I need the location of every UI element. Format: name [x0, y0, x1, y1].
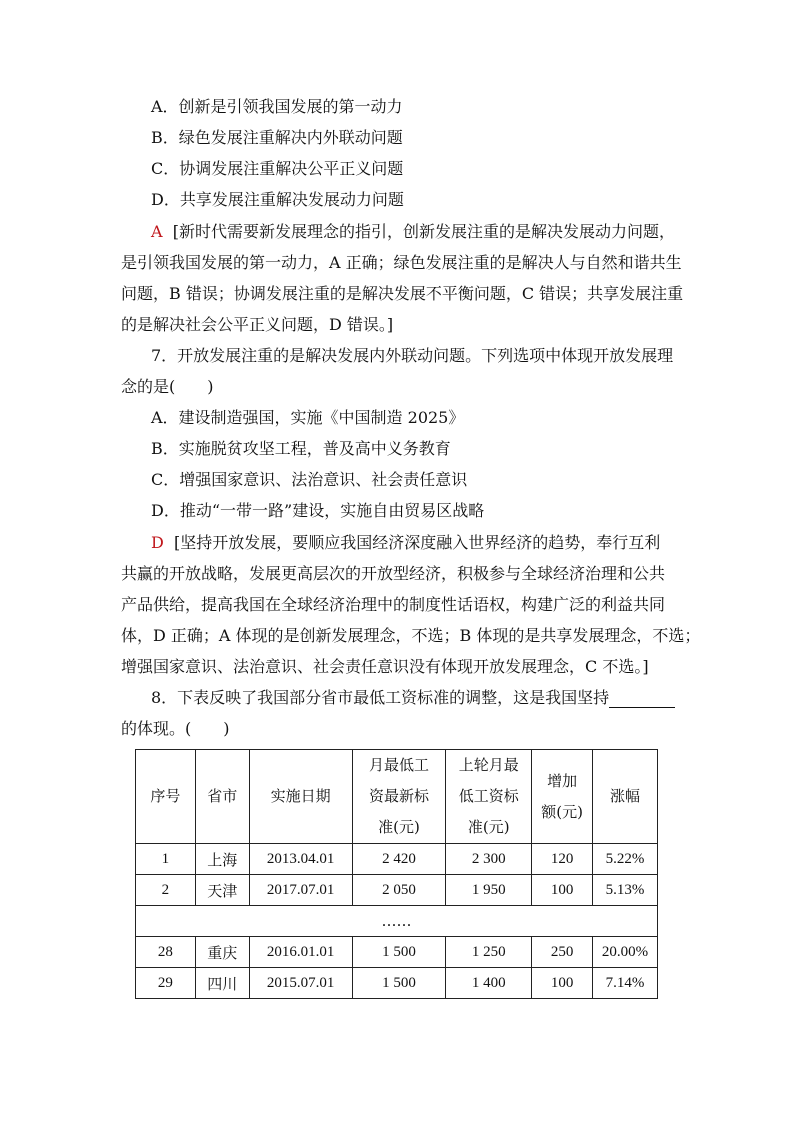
q7-stem-line-1: 7．开放发展注重的是解决发展内外联动问题。下列选项中体现开放发展理 [151, 346, 674, 365]
cell-index: 29 [136, 968, 196, 999]
q7-option-c: C．增强国家意识、法治意识、社会责任意识 [151, 470, 468, 489]
table-header-row [136, 750, 658, 844]
cell-province: 四川 [195, 968, 249, 999]
header-province [195, 750, 249, 844]
header-line: 准(元) [378, 818, 420, 836]
cell-increase: 100 [532, 968, 593, 999]
header-line: 省市 [207, 787, 238, 805]
header-line: 上轮月最 [458, 756, 519, 774]
q7-stem-line-2: 念的是( ) [121, 377, 214, 396]
header-growth [593, 750, 658, 844]
cell-province: 上海 [195, 844, 249, 875]
q6-explanation-1: [新时代需要新发展理念的指引，创新发展注重的是解决发展动力问题， [172, 222, 675, 241]
cell-growth: 20.00% [593, 937, 658, 968]
cell-growth: 7.14% [593, 968, 658, 999]
header-increase [532, 750, 593, 844]
q8-stem-line-1 [151, 688, 675, 708]
q8-stem-line-2: 的体现。( ) [121, 719, 230, 738]
cell-index: 28 [136, 937, 196, 968]
cell-growth: 5.22% [593, 844, 658, 875]
q6-option-c: C．协调发展注重解决公平正义问题 [151, 159, 404, 178]
cell-increase: 100 [532, 875, 593, 906]
q6-option-a: A．创新是引领我国发展的第一动力 [151, 97, 403, 116]
header-line: 涨幅 [610, 787, 641, 805]
cell-index: 2 [136, 875, 196, 906]
table-row [136, 844, 658, 875]
q7-answer-line-1 [151, 533, 660, 553]
table-row [136, 875, 658, 906]
q6-option-b: B．绿色发展注重解决内外联动问题 [151, 128, 403, 147]
q7-explanation-5: 增强国家意识、法治意识、社会责任意识没有体现开放发展理念，C 不选。] [121, 657, 649, 676]
cell-province: 重庆 [195, 937, 249, 968]
header-old-standard [446, 750, 532, 844]
answer-blank [609, 691, 675, 708]
q6-explanation-3: 问题，B 错误；协调发展注重的是解决发展不平衡问题，C 错误；共享发展注重 [121, 284, 684, 303]
cell-province: 天津 [195, 875, 249, 906]
cell-date: 2013.04.01 [249, 844, 352, 875]
header-line: 增加 [547, 771, 578, 790]
header-new-standard [352, 750, 446, 844]
cell-date: 2016.01.01 [249, 937, 352, 968]
cell-old-standard: 1 950 [446, 875, 532, 906]
table-ellipsis-row [136, 906, 658, 937]
q6-explanation-4: 的是解决社会公平正义问题，D 错误。] [121, 315, 394, 334]
header-line: 实施日期 [270, 787, 331, 805]
q7-explanation-1: [坚持开放发展，要顺应我国经济深度融入世界经济的趋势，奉行互利 [174, 533, 661, 552]
header-line: 低工资标 [458, 787, 519, 805]
q7-explanation-4: 体，D 正确；A 体现的是创新发展理念，不选；B 体现的是共享发展理念，不选； [121, 626, 701, 645]
ellipsis-cell: …… [136, 906, 658, 937]
q8-stem-text: 8．下表反映了我国部分省市最低工资标准的调整，这是我国坚持 [151, 688, 610, 707]
q6-option-d: D．共享发展注重解决发展动力问题 [151, 190, 404, 209]
cell-growth: 5.13% [593, 875, 658, 906]
q6-answer-letter: A [151, 222, 163, 241]
q6-explanation-2: 是引领我国发展的第一动力，A 正确；绿色发展注重的是解决人与自然和谐共生 [121, 253, 682, 272]
cell-old-standard: 2 300 [446, 844, 532, 875]
table-row [136, 937, 658, 968]
header-date [249, 750, 352, 844]
cell-new-standard: 2 050 [352, 875, 446, 906]
cell-new-standard: 2 420 [352, 844, 446, 875]
q7-explanation-2: 共赢的开放战略，发展更高层次的开放型经济，积极参与全球经济治理和公共 [121, 564, 666, 583]
q7-option-a: A．建设制造强国，实施《中国制造 2025》 [151, 408, 465, 427]
header-line: 月最低工 [368, 756, 429, 774]
q7-explanation-3: 产品供给，提高我国在全球经济治理中的制度性话语权，构建广泛的利益共同 [121, 595, 666, 614]
header-line: 额(元) [541, 802, 583, 821]
header-index [136, 750, 196, 844]
cell-new-standard: 1 500 [352, 937, 446, 968]
cell-date: 2015.07.01 [249, 968, 352, 999]
cell-new-standard: 1 500 [352, 968, 446, 999]
cell-date: 2017.07.01 [249, 875, 352, 906]
cell-increase: 250 [532, 937, 593, 968]
q7-option-b: B．实施脱贫攻坚工程，普及高中义务教育 [151, 439, 451, 458]
cell-old-standard: 1 400 [446, 968, 532, 999]
header-line: 序号 [150, 787, 181, 805]
q7-answer-letter: D [151, 533, 164, 552]
minimum-wage-table [135, 749, 658, 999]
cell-increase: 120 [532, 844, 593, 875]
table-row [136, 968, 658, 999]
q7-option-d: D．推动“一带一路”建设，实施自由贸易区战略 [151, 501, 485, 520]
header-line: 准(元) [467, 818, 510, 836]
cell-old-standard: 1 250 [446, 937, 532, 968]
cell-index: 1 [136, 844, 196, 875]
header-line: 资最新标 [368, 787, 429, 805]
q6-answer-line-1 [151, 222, 675, 242]
